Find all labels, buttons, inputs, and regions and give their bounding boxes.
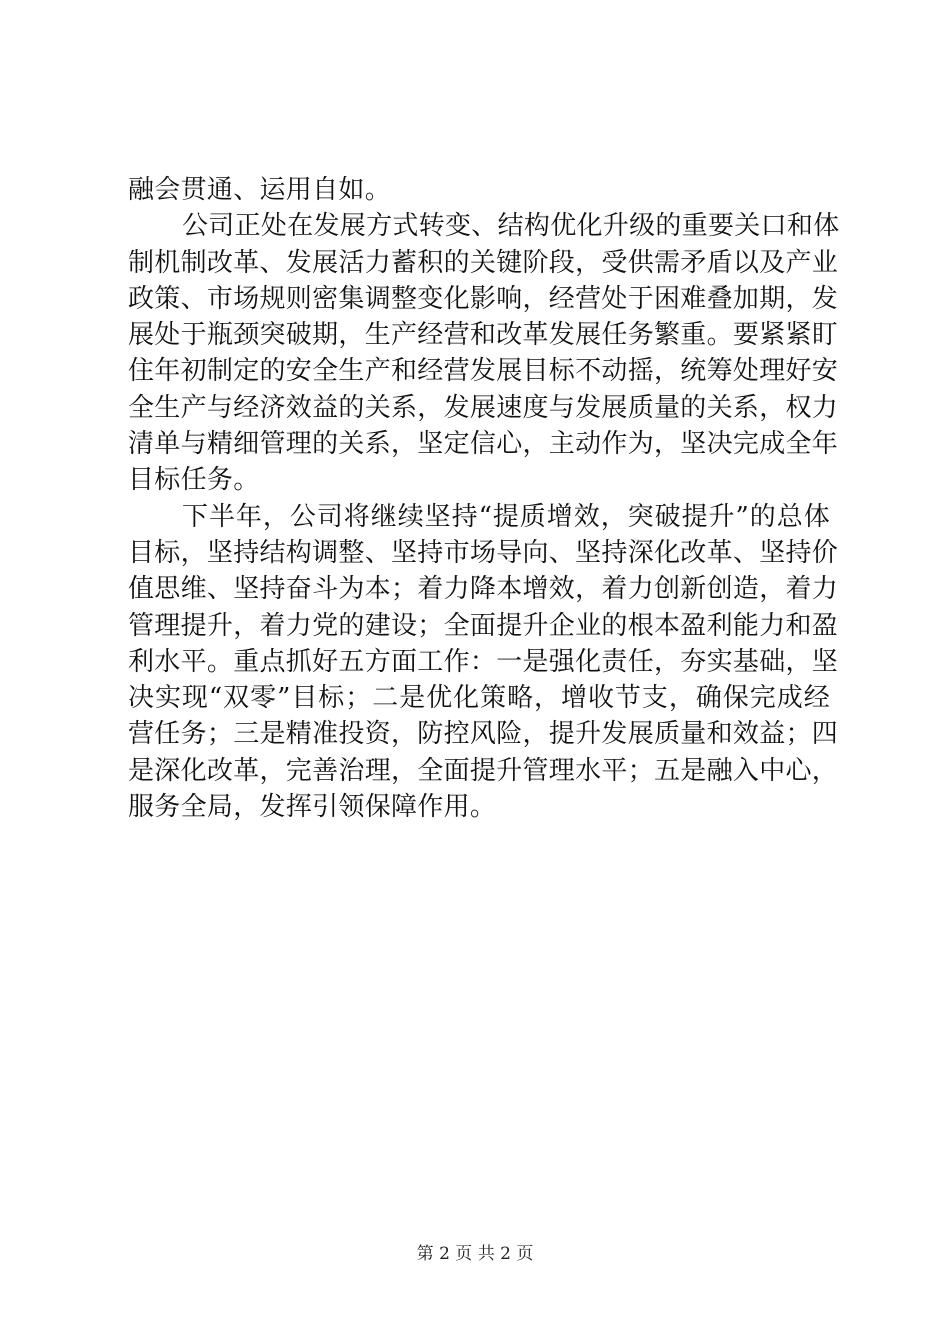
text-line: 服务全局，发挥引领保障作用。 — [128, 792, 497, 823]
text-line: 目标，坚持结构调整、坚持市场导向、坚持深化改革、坚持价 — [128, 537, 839, 568]
text-line: 全生产与经济效益的关系，发展速度与发展质量的关系，权力 — [128, 392, 839, 423]
page-number-label: 第 2 页 共 2 页 — [416, 1244, 534, 1264]
paragraph-first-line: 公司正处在发展方式转变、结构优化升级的重要关口和体 — [182, 211, 840, 242]
text-line: 营任务；三是精准投资，防控风险，提升发展质量和效益；四 — [128, 719, 839, 750]
text-line: 是深化改革，完善治理，全面提升管理水平；五是融入中心， — [128, 755, 839, 786]
text-line: 值思维、坚持奋斗为本；着力降本增效，着力创新创造，着力 — [128, 574, 839, 605]
text-line: 决实现“双零”目标；二是优化策略，增收节支，确保完成经 — [128, 683, 830, 714]
text-line: 政策、市场规则密集调整变化影响，经营处于困难叠加期，发 — [128, 283, 839, 314]
text-line: 目标任务。 — [128, 465, 260, 496]
document-body — [128, 172, 840, 825]
text-line: 住年初制定的安全生产和经营发展目标不动摇，统筹处理好安 — [128, 356, 839, 387]
text-line: 管理提升，着力党的建设；全面提升企业的根本盈利能力和盈 — [128, 610, 839, 641]
text-line: 展处于瓶颈突破期，生产经营和改革发展任务繁重。要紧紧盯 — [128, 320, 839, 351]
page-footer — [0, 1243, 950, 1265]
text-line: 制机制改革、发展活力蓄积的关键阶段，受供需矛盾以及产业 — [128, 247, 839, 278]
text-line: 利水平。重点抓好五方面工作：一是强化责任，夯实基础，坚 — [128, 646, 839, 677]
text-line: 融会贯通、运用自如。 — [128, 175, 392, 205]
paragraph-first-line: 下半年，公司将继续坚持“提质增效，突破提升”的总体 — [182, 501, 830, 532]
text-line: 清单与精细管理的关系，坚定信心，主动作为，坚决完成全年 — [128, 429, 839, 460]
